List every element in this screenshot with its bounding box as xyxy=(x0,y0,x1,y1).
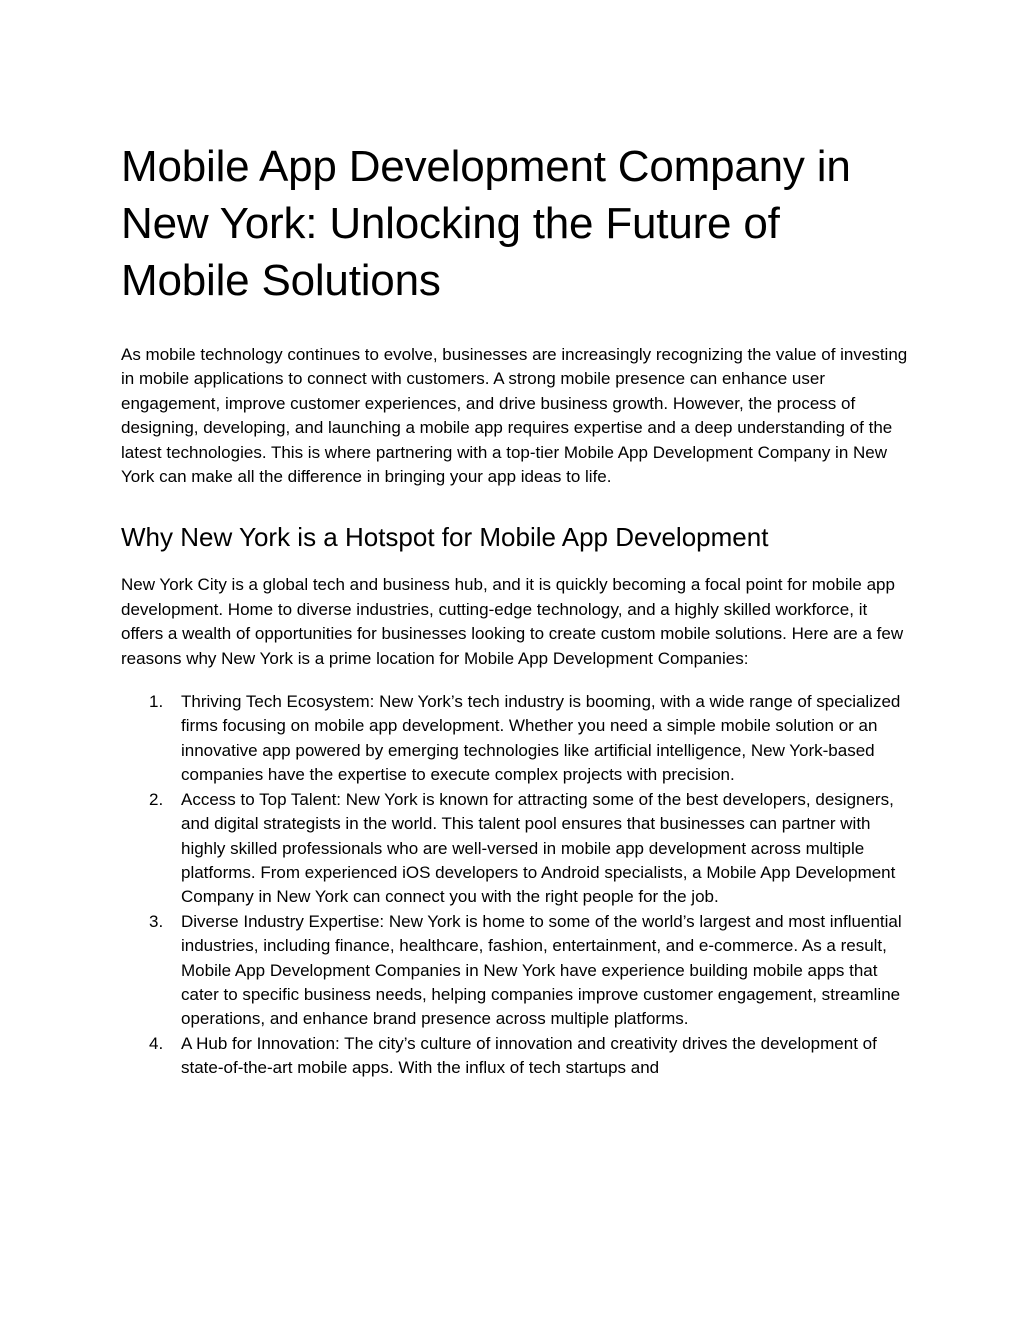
list-item-text: Diverse Industry Expertise: New York is home to some of the world’s largest and most influential industries, including finance, healthcare, fashion, entertainment, and e-commerce. As a result, Mobile App Development Companies in New York have experience building mobile apps that cater to specific business needs, helping companies improve customer engagement, streamline operations, and enhance brand presence across multiple platforms. xyxy=(181,911,902,1029)
list-item xyxy=(121,690,911,788)
list-item xyxy=(121,910,911,1032)
list-item-text: Thriving Tech Ecosystem: New York’s tech industry is booming, with a wide range of specialized firms focusing on mobile app development. Whether you need a simple mobile solution or an innovative app powered by emerging technologies like artificial intelligence, New York-based companies have the expertise to execute complex projects with precision. xyxy=(181,692,901,785)
list-item-number: 1. xyxy=(149,692,164,712)
list-item-text: A Hub for Innovation: The city’s culture of innovation and creativity drives the development of state-of-the-art mobile apps. With the influx of tech startups and xyxy=(181,1033,877,1078)
intro-paragraph: As mobile technology continues to evolve, businesses are increasingly recognizing the value of investing in mobile applications to connect with customers. A strong mobile presence can enhance user engagement, improve customer experiences, and drive business growth. However, the process of designing, developing, and launching a mobile app requires expertise and a deep understanding of the latest technologies. This is where partnering with a top-tier Mobile App Development Company in New York can make all the difference in bringing your app ideas to life. xyxy=(121,345,908,487)
section-heading: Why New York is a Hotspot for Mobile App Development xyxy=(121,522,769,553)
list-item xyxy=(121,1032,911,1081)
list-item-number: 2. xyxy=(149,789,164,809)
document-page xyxy=(121,138,911,1081)
list-item-text: Access to Top Talent: New York is known for attracting some of the best developers, designers, and digital strategists in the world. This talent pool ensures that businesses can partner with highly skilled professionals who are well-versed in mobile app development across multiple platforms. From experienced iOS developers to Android specialists, a Mobile App Development Company in New York can connect you with the right people for the job. xyxy=(181,789,896,907)
reasons-list xyxy=(121,690,911,1081)
list-item-number: 3. xyxy=(149,911,164,931)
list-item-number: 4. xyxy=(149,1033,164,1053)
document-title: Mobile App Development Company in New York: Unlocking the Future of Mobile Solutions xyxy=(121,142,851,305)
section-paragraph: New York City is a global tech and business hub, and it is quickly becoming a focal point for mobile app development. Home to diverse industries, cutting-edge technology, and a highly skilled workforce, it offers a wealth of opportunities for businesses looking to create custom mobile solutions. Here are a few reasons why New York is a prime location for Mobile App Development Companies: xyxy=(121,575,904,668)
list-item xyxy=(121,788,911,910)
